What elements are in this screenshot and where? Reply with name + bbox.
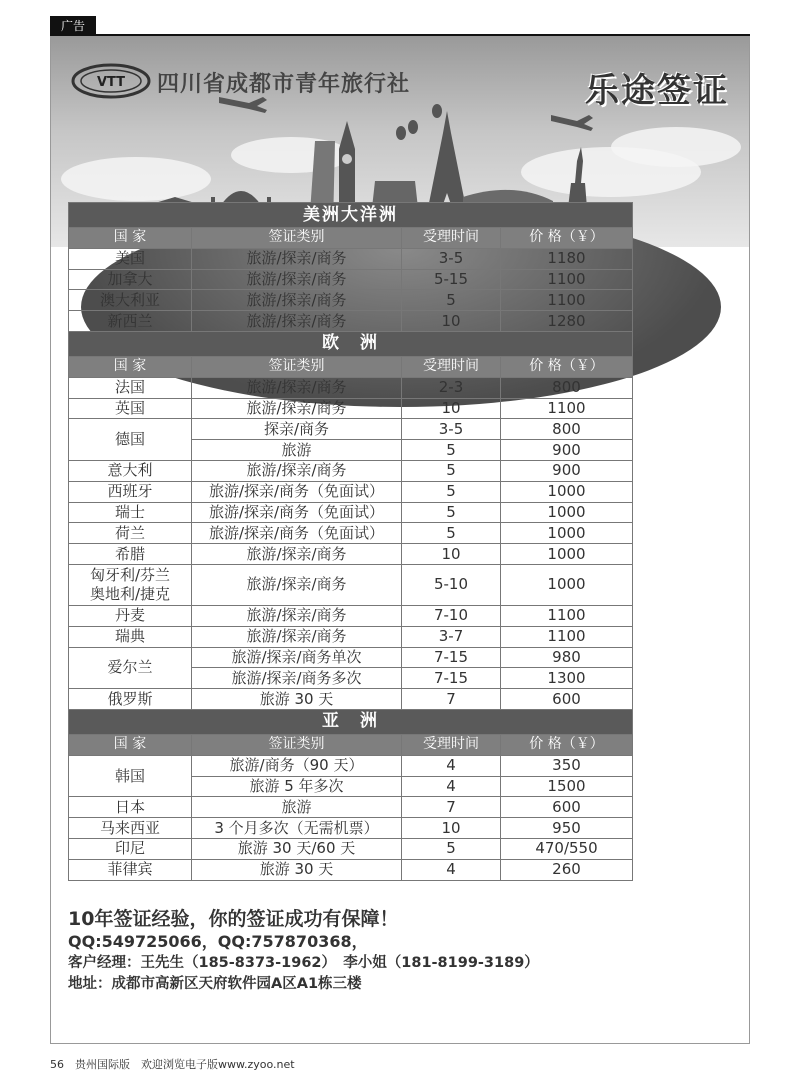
table-row bbox=[69, 605, 633, 626]
visa-type-cell: 旅游/探亲/商务 bbox=[192, 311, 402, 332]
time-cell: 3-5 bbox=[402, 419, 501, 440]
time-cell: 3-7 bbox=[402, 626, 501, 647]
country-cell: 希腊 bbox=[69, 544, 192, 565]
visa-type-cell: 旅游 30 天/60 天 bbox=[192, 838, 402, 859]
account-managers: 客户经理：王先生（185-8373-1962） 李小姐（181-8199-3189） bbox=[68, 955, 539, 971]
time-cell: 5-10 bbox=[402, 564, 501, 605]
page-footer: 56 贵州国际版 欢迎浏览电子版www.zyoo.net bbox=[50, 1058, 295, 1071]
header-price: 价 格（￥） bbox=[501, 734, 633, 755]
price-cell: 1000 bbox=[501, 564, 633, 605]
visa-type-cell: 探亲/商务 bbox=[192, 419, 402, 440]
visa-type-cell: 旅游/探亲/商务 bbox=[192, 269, 402, 290]
price-cell: 980 bbox=[501, 647, 633, 668]
airplane-icon bbox=[551, 115, 593, 131]
country-cell: 新西兰 bbox=[69, 311, 192, 332]
visa-type-cell: 旅游/探亲/商务（免面试） bbox=[192, 523, 402, 544]
time-cell: 7-15 bbox=[402, 668, 501, 689]
country-cell: 意大利 bbox=[69, 460, 192, 481]
price-cell: 1000 bbox=[501, 481, 633, 502]
region-title: 亚 洲 bbox=[69, 709, 633, 734]
time-cell: 4 bbox=[402, 859, 501, 880]
country-cell: 马来西亚 bbox=[69, 818, 192, 839]
table-row bbox=[69, 755, 633, 776]
country-cell: 加拿大 bbox=[69, 269, 192, 290]
header-visa-type: 签证类别 bbox=[192, 228, 402, 249]
country-cell: 瑞典 bbox=[69, 626, 192, 647]
table-row bbox=[69, 859, 633, 880]
country-cell: 澳大利亚 bbox=[69, 290, 192, 311]
table-row bbox=[69, 398, 633, 419]
time-cell: 10 bbox=[402, 398, 501, 419]
table-row bbox=[69, 544, 633, 565]
country-cell: 西班牙 bbox=[69, 481, 192, 502]
visa-type-cell: 旅游/探亲/商务 bbox=[192, 248, 402, 269]
price-cell: 800 bbox=[501, 377, 633, 398]
airplane-icon bbox=[219, 97, 267, 113]
price-cell: 260 bbox=[501, 859, 633, 880]
visa-type-cell: 旅游/探亲/商务 bbox=[192, 290, 402, 311]
table-row bbox=[69, 248, 633, 269]
country-line: 匈牙利/芬兰 bbox=[89, 565, 171, 584]
header-country: 国 家 bbox=[69, 356, 192, 377]
table-row bbox=[69, 290, 633, 311]
time-cell: 5 bbox=[402, 523, 501, 544]
price-cell: 1000 bbox=[501, 544, 633, 565]
country-cell: 英国 bbox=[69, 398, 192, 419]
visa-type-cell: 旅游 30 天 bbox=[192, 859, 402, 880]
price-cell: 1000 bbox=[501, 502, 633, 523]
price-cell: 1180 bbox=[501, 248, 633, 269]
agency-name: 四川省成都市青年旅行社 bbox=[157, 72, 411, 97]
country-cell: 瑞士 bbox=[69, 502, 192, 523]
country-cell: 韩国 bbox=[69, 755, 192, 797]
header-visa-type: 签证类别 bbox=[192, 356, 402, 377]
time-cell: 2-3 bbox=[402, 377, 501, 398]
price-cell: 1100 bbox=[501, 398, 633, 419]
table-row bbox=[69, 647, 633, 668]
price-cell: 1100 bbox=[501, 269, 633, 290]
time-cell: 4 bbox=[402, 755, 501, 776]
time-cell: 5 bbox=[402, 838, 501, 859]
region-title: 欧 洲 bbox=[69, 331, 633, 356]
visa-type-cell: 旅游 bbox=[192, 440, 402, 461]
visa-type-cell: 3 个月多次（无需机票） bbox=[192, 818, 402, 839]
time-cell: 5 bbox=[402, 440, 501, 461]
visa-type-cell: 旅游/探亲/商务 bbox=[192, 564, 402, 605]
table-row bbox=[69, 523, 633, 544]
price-cell: 1100 bbox=[501, 626, 633, 647]
visa-type-cell: 旅游 30 天 bbox=[192, 689, 402, 710]
country-cell: 丹麦 bbox=[69, 605, 192, 626]
price-cell: 1280 bbox=[501, 311, 633, 332]
country-cell: 美国 bbox=[69, 248, 192, 269]
region-title: 美洲大洋洲 bbox=[69, 203, 633, 228]
visa-type-cell: 旅游/商务（90 天） bbox=[192, 755, 402, 776]
country-cell: 菲律宾 bbox=[69, 859, 192, 880]
price-cell: 1100 bbox=[501, 290, 633, 311]
price-cell: 1300 bbox=[501, 668, 633, 689]
time-cell: 5 bbox=[402, 460, 501, 481]
qq-contacts: QQ:549725066，QQ:757870368， bbox=[68, 932, 368, 951]
visa-price-table bbox=[68, 202, 633, 881]
table-row bbox=[69, 564, 633, 605]
brand-title: 乐途签证 bbox=[585, 71, 729, 111]
time-cell: 3-5 bbox=[402, 248, 501, 269]
header-country: 国 家 bbox=[69, 734, 192, 755]
time-cell: 5-15 bbox=[402, 269, 501, 290]
visa-type-cell: 旅游/探亲/商务（免面试） bbox=[192, 481, 402, 502]
table-row bbox=[69, 689, 633, 710]
table-row bbox=[69, 419, 633, 440]
header-country: 国 家 bbox=[69, 228, 192, 249]
visa-type-cell: 旅游/探亲/商务 bbox=[192, 460, 402, 481]
country-cell: 爱尔兰 bbox=[69, 647, 192, 689]
visa-type-cell: 旅游 bbox=[192, 797, 402, 818]
visa-type-cell: 旅游/探亲/商务 bbox=[192, 605, 402, 626]
time-cell: 5 bbox=[402, 481, 501, 502]
time-cell: 10 bbox=[402, 544, 501, 565]
header-price: 价 格（￥） bbox=[501, 356, 633, 377]
price-cell: 350 bbox=[501, 755, 633, 776]
table-row bbox=[69, 460, 633, 481]
table-row bbox=[69, 797, 633, 818]
country-cell: 日本 bbox=[69, 797, 192, 818]
table-row bbox=[69, 377, 633, 398]
country-cell: 印尼 bbox=[69, 838, 192, 859]
header-processing-time: 受理时间 bbox=[402, 356, 501, 377]
price-cell: 950 bbox=[501, 818, 633, 839]
visa-type-cell: 旅游/探亲/商务单次 bbox=[192, 647, 402, 668]
header-processing-time: 受理时间 bbox=[402, 734, 501, 755]
header-processing-time: 受理时间 bbox=[402, 228, 501, 249]
country-cell bbox=[69, 564, 192, 605]
time-cell: 5 bbox=[402, 290, 501, 311]
visa-type-cell: 旅游/探亲/商务（免面试） bbox=[192, 502, 402, 523]
table-row bbox=[69, 502, 633, 523]
time-cell: 7 bbox=[402, 797, 501, 818]
table-row bbox=[69, 818, 633, 839]
ad-label: 广告 bbox=[50, 16, 96, 36]
address: 地址：成都市高新区天府软件园A区A1栋三楼 bbox=[68, 976, 362, 992]
agency-logo bbox=[71, 63, 151, 99]
table-row bbox=[69, 311, 633, 332]
visa-type-cell: 旅游 5 年多次 bbox=[192, 776, 402, 797]
svg-text:VTT: VTT bbox=[96, 75, 126, 90]
time-cell: 10 bbox=[402, 818, 501, 839]
table-row bbox=[69, 838, 633, 859]
country-line: 奥地利/捷克 bbox=[89, 584, 171, 603]
time-cell: 7 bbox=[402, 689, 501, 710]
country-cell: 俄罗斯 bbox=[69, 689, 192, 710]
slogan: 10年签证经验，你的签证成功有保障！ bbox=[68, 908, 399, 930]
price-cell: 470/550 bbox=[501, 838, 633, 859]
price-cell: 1000 bbox=[501, 523, 633, 544]
header-visa-type: 签证类别 bbox=[192, 734, 402, 755]
price-cell: 900 bbox=[501, 440, 633, 461]
visa-type-cell: 旅游/探亲/商务 bbox=[192, 398, 402, 419]
table-row bbox=[69, 626, 633, 647]
price-cell: 600 bbox=[501, 689, 633, 710]
time-cell: 10 bbox=[402, 311, 501, 332]
price-cell: 900 bbox=[501, 460, 633, 481]
country-cell: 法国 bbox=[69, 377, 192, 398]
price-cell: 800 bbox=[501, 419, 633, 440]
country-cell: 荷兰 bbox=[69, 523, 192, 544]
country-cell: 德国 bbox=[69, 419, 192, 461]
price-cell: 600 bbox=[501, 797, 633, 818]
table-row bbox=[69, 269, 633, 290]
time-cell: 7-10 bbox=[402, 605, 501, 626]
time-cell: 4 bbox=[402, 776, 501, 797]
visa-type-cell: 旅游/探亲/商务 bbox=[192, 377, 402, 398]
header-price: 价 格（￥） bbox=[501, 228, 633, 249]
price-cell: 1100 bbox=[501, 605, 633, 626]
visa-type-cell: 旅游/探亲/商务 bbox=[192, 544, 402, 565]
visa-type-cell: 旅游/探亲/商务多次 bbox=[192, 668, 402, 689]
table-row bbox=[69, 481, 633, 502]
price-cell: 1500 bbox=[501, 776, 633, 797]
time-cell: 5 bbox=[402, 502, 501, 523]
visa-type-cell: 旅游/探亲/商务 bbox=[192, 626, 402, 647]
time-cell: 7-15 bbox=[402, 647, 501, 668]
